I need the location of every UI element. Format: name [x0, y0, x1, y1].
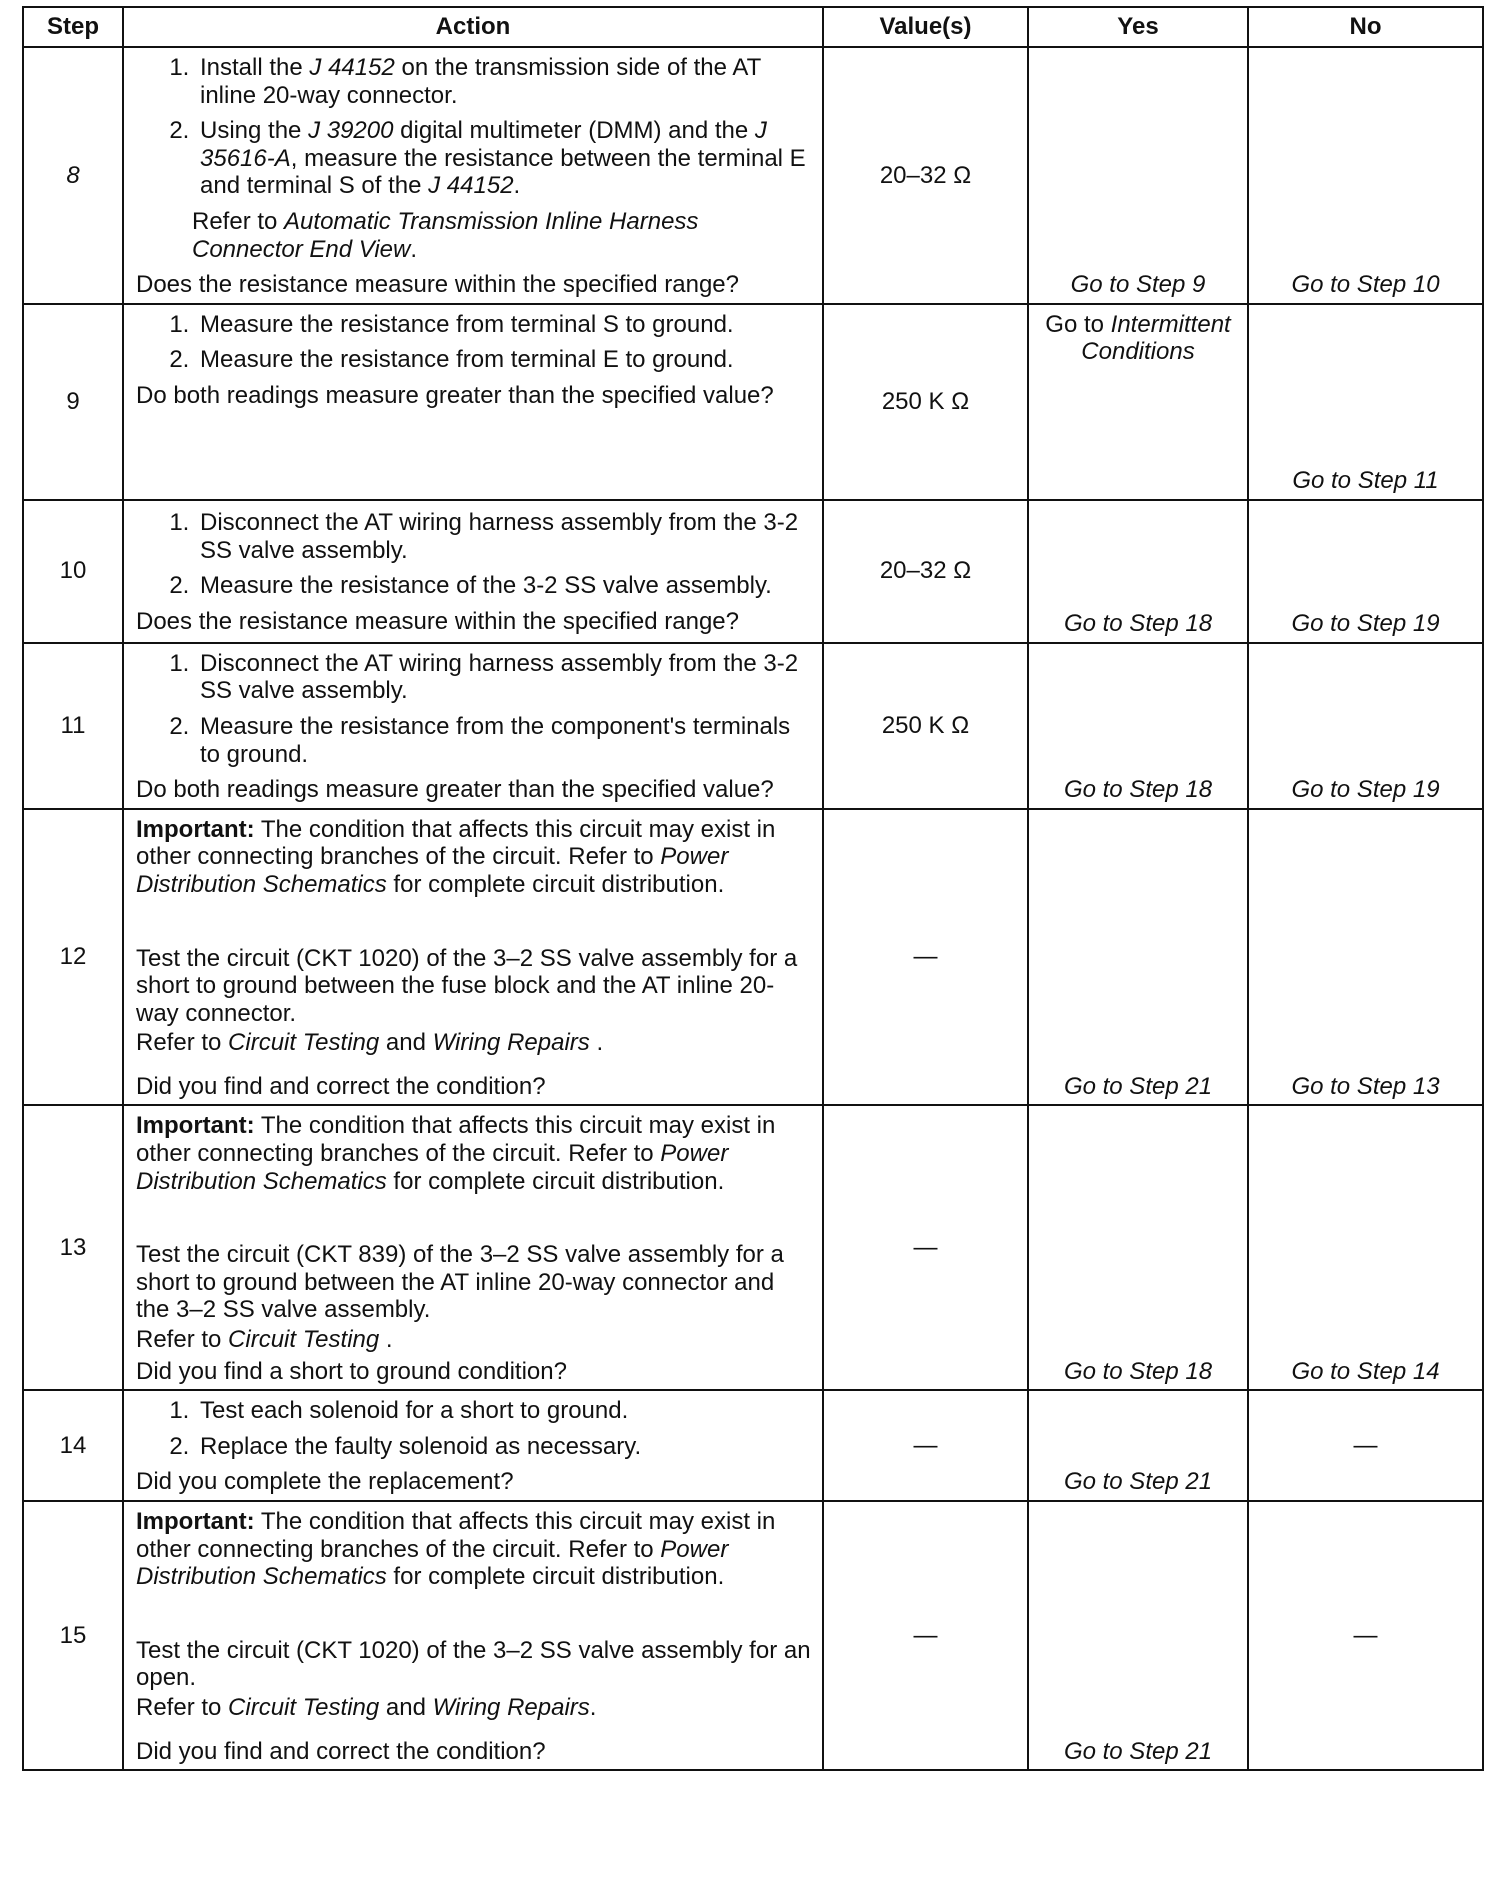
tool-reference: J 44152	[309, 54, 395, 81]
instruction-list	[136, 650, 812, 768]
yes-link[interactable]: Go to Step 18	[1028, 643, 1248, 809]
doc-link[interactable]: Intermittent Conditions	[1081, 310, 1231, 366]
tool-reference: J 44152	[428, 172, 514, 200]
step-number: 14	[23, 1390, 123, 1501]
refer-note: Refer to Automatic Transmission Inline Harness Connector End View.	[192, 207, 699, 263]
no-link[interactable]: Go to Step 13	[1248, 809, 1483, 1106]
no-value: —	[1248, 1501, 1483, 1770]
refer-note: Refer to Circuit Testing .	[136, 1326, 393, 1354]
doc-link[interactable]: Automatic Transmission Inline Harness Connector End View	[192, 207, 699, 263]
instruction-item: 2. Replace the faulty solenoid as necessary.	[196, 1433, 812, 1461]
question: Did you complete the replacement?	[136, 1468, 514, 1496]
important-label: Important:	[136, 1112, 255, 1140]
tool-reference: J 35616-A	[200, 117, 767, 172]
yes-link[interactable]: Go to Step 21	[1028, 1390, 1248, 1501]
instruction-list	[136, 1397, 812, 1460]
no-link[interactable]: Go to Step 10	[1248, 47, 1483, 304]
yes-link[interactable]: Go to Step 18	[1028, 1105, 1248, 1390]
test-instruction: Test the circuit (CKT 1020) of the 3–2 SS valve assembly for a short to ground between the fuse block and the AT inline 20-way connector.	[136, 944, 798, 1027]
value-cell: —	[823, 809, 1028, 1106]
diagnostic-table-page	[22, 6, 1482, 1771]
header-yes: Yes	[1028, 7, 1248, 47]
step-number: 15	[23, 1501, 123, 1770]
no-link[interactable]: Go to Step 19	[1248, 643, 1483, 809]
action-cell	[123, 643, 823, 809]
instruction-list	[136, 509, 812, 600]
tool-reference: J 39200	[308, 117, 394, 145]
action-cell	[123, 47, 823, 304]
yes-link[interactable]: Go to Step 21	[1028, 1501, 1248, 1770]
header-step: Step	[23, 7, 123, 47]
diagnostic-table	[22, 6, 1484, 1771]
step-number: 13	[23, 1105, 123, 1390]
doc-link[interactable]: Circuit Testing	[228, 1326, 380, 1354]
table-row-step-10	[23, 500, 1483, 643]
action-cell	[123, 1501, 823, 1770]
instruction-item: 1. Install the J 44152 on the transmission side of the AT inline 20-way connector.	[196, 54, 812, 109]
step-number: 8	[23, 47, 123, 304]
step-number: 11	[23, 643, 123, 809]
step-number: 12	[23, 809, 123, 1106]
doc-link[interactable]: Circuit Testing	[228, 1029, 380, 1057]
table-row-step-9	[23, 304, 1483, 500]
action-cell	[123, 1390, 823, 1501]
yes-link[interactable]: Go to Step 9	[1028, 47, 1248, 304]
table-row-step-11	[23, 643, 1483, 809]
question: Does the resistance measure within the specified range?	[136, 607, 739, 635]
yes-link[interactable]: Go to Step 21	[1028, 809, 1248, 1106]
header-values: Value(s)	[823, 7, 1028, 47]
instruction-item: 2. Measure the resistance from the component's terminals to ground.	[196, 713, 812, 768]
instruction-item: 1. Test each solenoid for a short to ground.	[196, 1397, 812, 1425]
doc-link[interactable]: Power Distribution Schematics	[136, 1140, 729, 1195]
refer-note: Refer to Circuit Testing and Wiring Repairs .	[136, 1029, 604, 1057]
test-instruction: Test the circuit (CKT 839) of the 3–2 SS valve assembly for a short to ground between the AT inline 20-way connector and the 3–2 SS valve assembly.	[136, 1241, 784, 1324]
yes-link[interactable]: Go to Intermittent Conditions	[1028, 304, 1248, 500]
action-cell	[123, 1105, 823, 1390]
header-row	[23, 7, 1483, 47]
important-note: Important: The condition that affects this circuit may exist in other connecting branches of the circuit. Refer to Power Distribution Schematics for complete circuit distribution.	[136, 1112, 776, 1195]
instruction-item: 2. Measure the resistance of the 3-2 SS valve assembly.	[196, 572, 812, 600]
value-cell: —	[823, 1501, 1028, 1770]
table-row-step-12	[23, 809, 1483, 1106]
step-number: 10	[23, 500, 123, 643]
instruction-list	[136, 54, 812, 200]
refer-note: Refer to Circuit Testing and Wiring Repairs.	[136, 1693, 597, 1721]
important-note: Important: The condition that affects this circuit may exist in other connecting branches of the circuit. Refer to Power Distribution Schematics for complete circuit distribution.	[136, 1508, 776, 1591]
table-row-step-13	[23, 1105, 1483, 1390]
header-action: Action	[123, 7, 823, 47]
instruction-item: 1. Disconnect the AT wiring harness assembly from the 3-2 SS valve assembly.	[196, 650, 812, 705]
test-instruction: Test the circuit (CKT 1020) of the 3–2 SS valve assembly for an open.	[136, 1636, 811, 1692]
instruction-list	[136, 311, 812, 374]
question: Did you find a short to ground condition?	[136, 1357, 567, 1385]
action-cell	[123, 304, 823, 500]
yes-link[interactable]: Go to Step 18	[1028, 500, 1248, 643]
question: Does the resistance measure within the specified range?	[136, 271, 739, 299]
important-label: Important:	[136, 815, 255, 843]
important-note: Important: The condition that affects this circuit may exist in other connecting branches of the circuit. Refer to Power Distribution Schematics for complete circuit distribution.	[136, 815, 776, 898]
table-row-step-15	[23, 1501, 1483, 1770]
value-cell: 20–32 Ω	[823, 500, 1028, 643]
value-cell: —	[823, 1390, 1028, 1501]
table-row-step-8	[23, 47, 1483, 304]
table-row-step-14	[23, 1390, 1483, 1501]
doc-link[interactable]: Circuit Testing	[228, 1693, 380, 1721]
value-cell: 250 K Ω	[823, 643, 1028, 809]
doc-link[interactable]: Power Distribution Schematics	[136, 843, 729, 898]
doc-link[interactable]: Wiring Repairs	[432, 1029, 590, 1057]
important-label: Important:	[136, 1508, 255, 1535]
instruction-item: 2. Using the J 39200 digital multimeter (DMM) and the J 35616-A, measure the resistance between the terminal E and terminal S of the J 44152.	[196, 117, 812, 200]
instruction-item: 1. Disconnect the AT wiring harness assembly from the 3-2 SS valve assembly.	[196, 509, 812, 564]
no-value: —	[1248, 1390, 1483, 1501]
doc-link[interactable]: Wiring Repairs	[432, 1693, 590, 1721]
action-cell	[123, 500, 823, 643]
value-cell: 250 K Ω	[823, 304, 1028, 500]
question: Did you find and correct the condition?	[136, 1072, 546, 1100]
value-cell: 20–32 Ω	[823, 47, 1028, 304]
no-link[interactable]: Go to Step 14	[1248, 1105, 1483, 1390]
no-link[interactable]: Go to Step 19	[1248, 500, 1483, 643]
question: Do both readings measure greater than the specified value?	[136, 776, 774, 804]
value-cell: —	[823, 1105, 1028, 1390]
action-cell	[123, 809, 823, 1106]
doc-link[interactable]: Power Distribution Schematics	[136, 1535, 729, 1591]
question: Do both readings measure greater than the specified value?	[136, 381, 774, 409]
instruction-item: 1. Measure the resistance from terminal S to ground.	[196, 311, 812, 339]
instruction-item: 2. Measure the resistance from terminal E to ground.	[196, 346, 812, 374]
question: Did you find and correct the condition?	[136, 1737, 546, 1765]
header-no: No	[1248, 7, 1483, 47]
no-link[interactable]: Go to Step 11	[1248, 304, 1483, 500]
step-number: 9	[23, 304, 123, 500]
